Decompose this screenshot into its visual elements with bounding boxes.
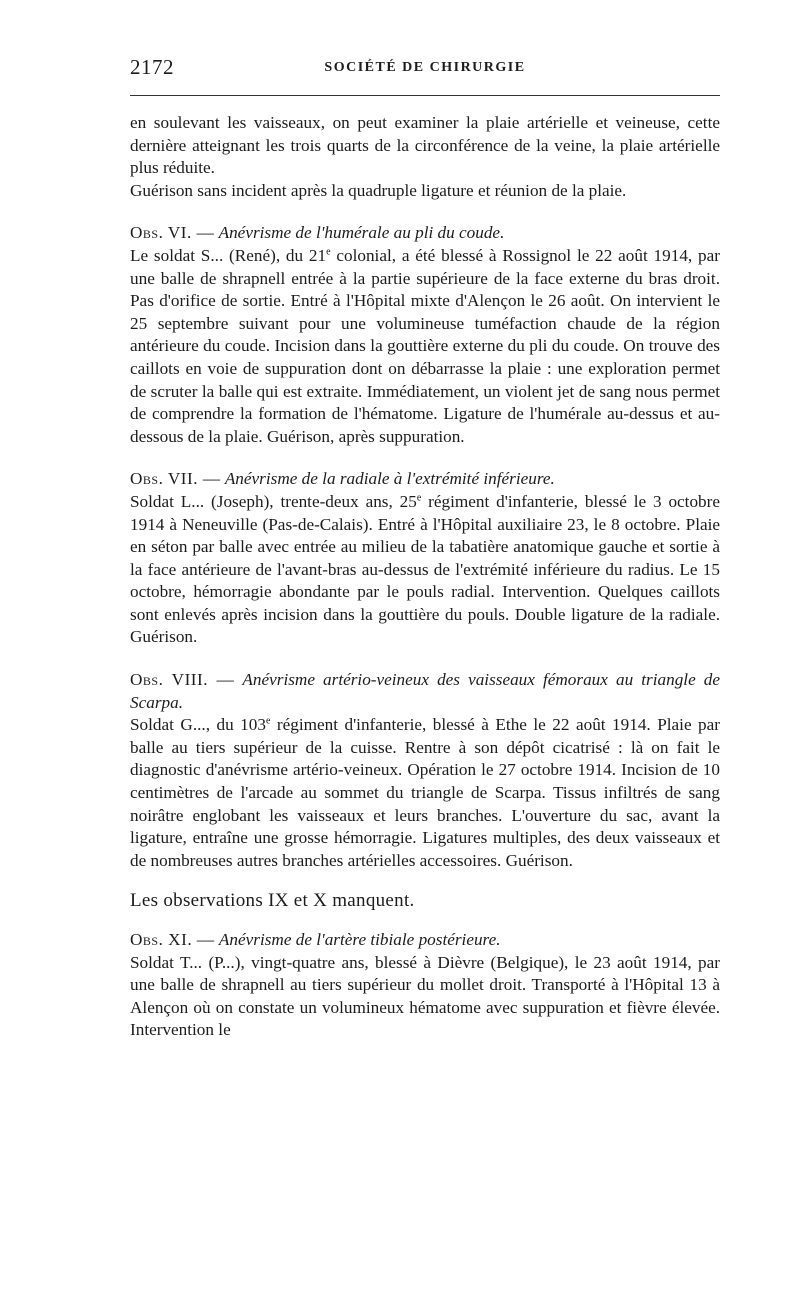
page-body	[130, 112, 720, 1042]
page-number: 2172	[130, 55, 174, 79]
obs-11-subject: Anévrisme de l'artère tibiale postérieure.	[218, 930, 501, 949]
obs-6-label: Obs. VI. —	[130, 223, 215, 243]
obs-8-label: Obs. VIII. —	[130, 670, 235, 690]
obs-11-text: Soldat T... (P...), vingt-quatre ans, blessé à Dièvre (Belgique), le 23 août 1914, par une balle de shrapnell au tiers supérieur du mollet droit. Transporté à l'Hôpital 13 à Alençon où on constate un volumineux hématome avec suppuration et fièvre élevée. Intervention le	[130, 952, 720, 1040]
obs-6-heading	[130, 222, 720, 245]
missing-observations-note: Les observations IX et X manquent.	[130, 890, 415, 912]
obs-8-subject: Anévrisme artério-veineux des vaisseaux fémoraux au triangle de Scarpa.	[130, 670, 721, 712]
obs-11-label: Obs. XI. —	[130, 930, 215, 949]
obs-7-label: Obs. VII. —	[130, 469, 221, 489]
obs-7-subject: Anévrisme de la radiale à l'extrémité inférieure.	[224, 469, 555, 489]
obs-6-subject: Anévrisme de l'humérale au pli du coude.	[218, 223, 505, 243]
obs-6-text: Le soldat S... (René), du 21e colonial, a été blessé à Rossignol le 22 août 1914, par une balle de shrapnell entrée à la partie supérieure de la face externe du bras droit. Pas d'orifice de sortie. Entré à l'Hôpital mixte d'Alençon le 26 août. On intervient le 25 septembre suivant pour une volumineuse tuméfaction chaude de la région antérieure du coude. Incision dans la gouttière externe du pli du coude. On trouve des caillots en voie de suppuration dont on débarrasse la plaie : une exploration permet de scruter la balle qui est extraite. Immédiatement, un violent jet de sang nous permet de comprendre la formation de l'hématome. Ligature de l'humérale au-dessus et au-dessous de la plaie. Guérison, après suppuration.	[130, 245, 720, 446]
intro-paragraph-2: Guérison sans incident après la quadruple ligature et réunion de la plaie.	[130, 180, 627, 200]
obs-8-text: Soldat G..., du 103e régiment d'infanterie, blessé à Ethe le 22 août 1914. Plaie par balle au tiers supérieur de la cuisse. Rentre à son dépôt cicatrisé : là on fait le diagnostic d'anévrisme artério-veineux. Opération le 27 octobre 1914. Incision de 10 centimètres de l'arcade au sommet du triangle de Scarpa. Tissus infiltrés de sang noirâtre englobant les vaisseaux et leurs branches. L'ouverture du sac, avant la ligature, entraîne une grosse hémorragie. Ligatures multiples, des deux vaisseaux et de nombreuses autres branches artérielles accessoires. Guérison.	[130, 715, 721, 870]
running-title: SOCIÉTÉ DE CHIRURGIE	[324, 60, 526, 75]
obs-7-text: Soldat L... (Joseph), trente-deux ans, 25e régiment d'infanterie, blessé le 3 octobre 1914 à Neneuville (Pas-de-Calais). Entré à l'Hôpital auxiliaire 23, le 8 octobre. Plaie en séton par balle avec entrée au milieu de la tabatière anatomique gauche et sortie à la face antérieure de l'avant-bras au-dessus de l'extrémité inférieure du radius. Le 15 octobre, hémorragie abondante par le pouls radial. Intervention. Quelques caillots sont enlevés après incision dans la gouttière du pouls. Double ligature de la radiale. Guérison.	[130, 491, 720, 647]
header-rule	[130, 95, 720, 96]
obs-7-heading	[130, 468, 720, 491]
intro-paragraph-1: en soulevant les vaisseaux, on peut examiner la plaie artérielle et veineuse, cette dernière atteignant les trois quarts de la circonférence de la veine, la plaie artérielle plus réduite.	[130, 113, 720, 178]
page-header	[130, 55, 720, 85]
obs-11-heading	[130, 929, 720, 952]
obs-8-heading	[130, 669, 720, 714]
